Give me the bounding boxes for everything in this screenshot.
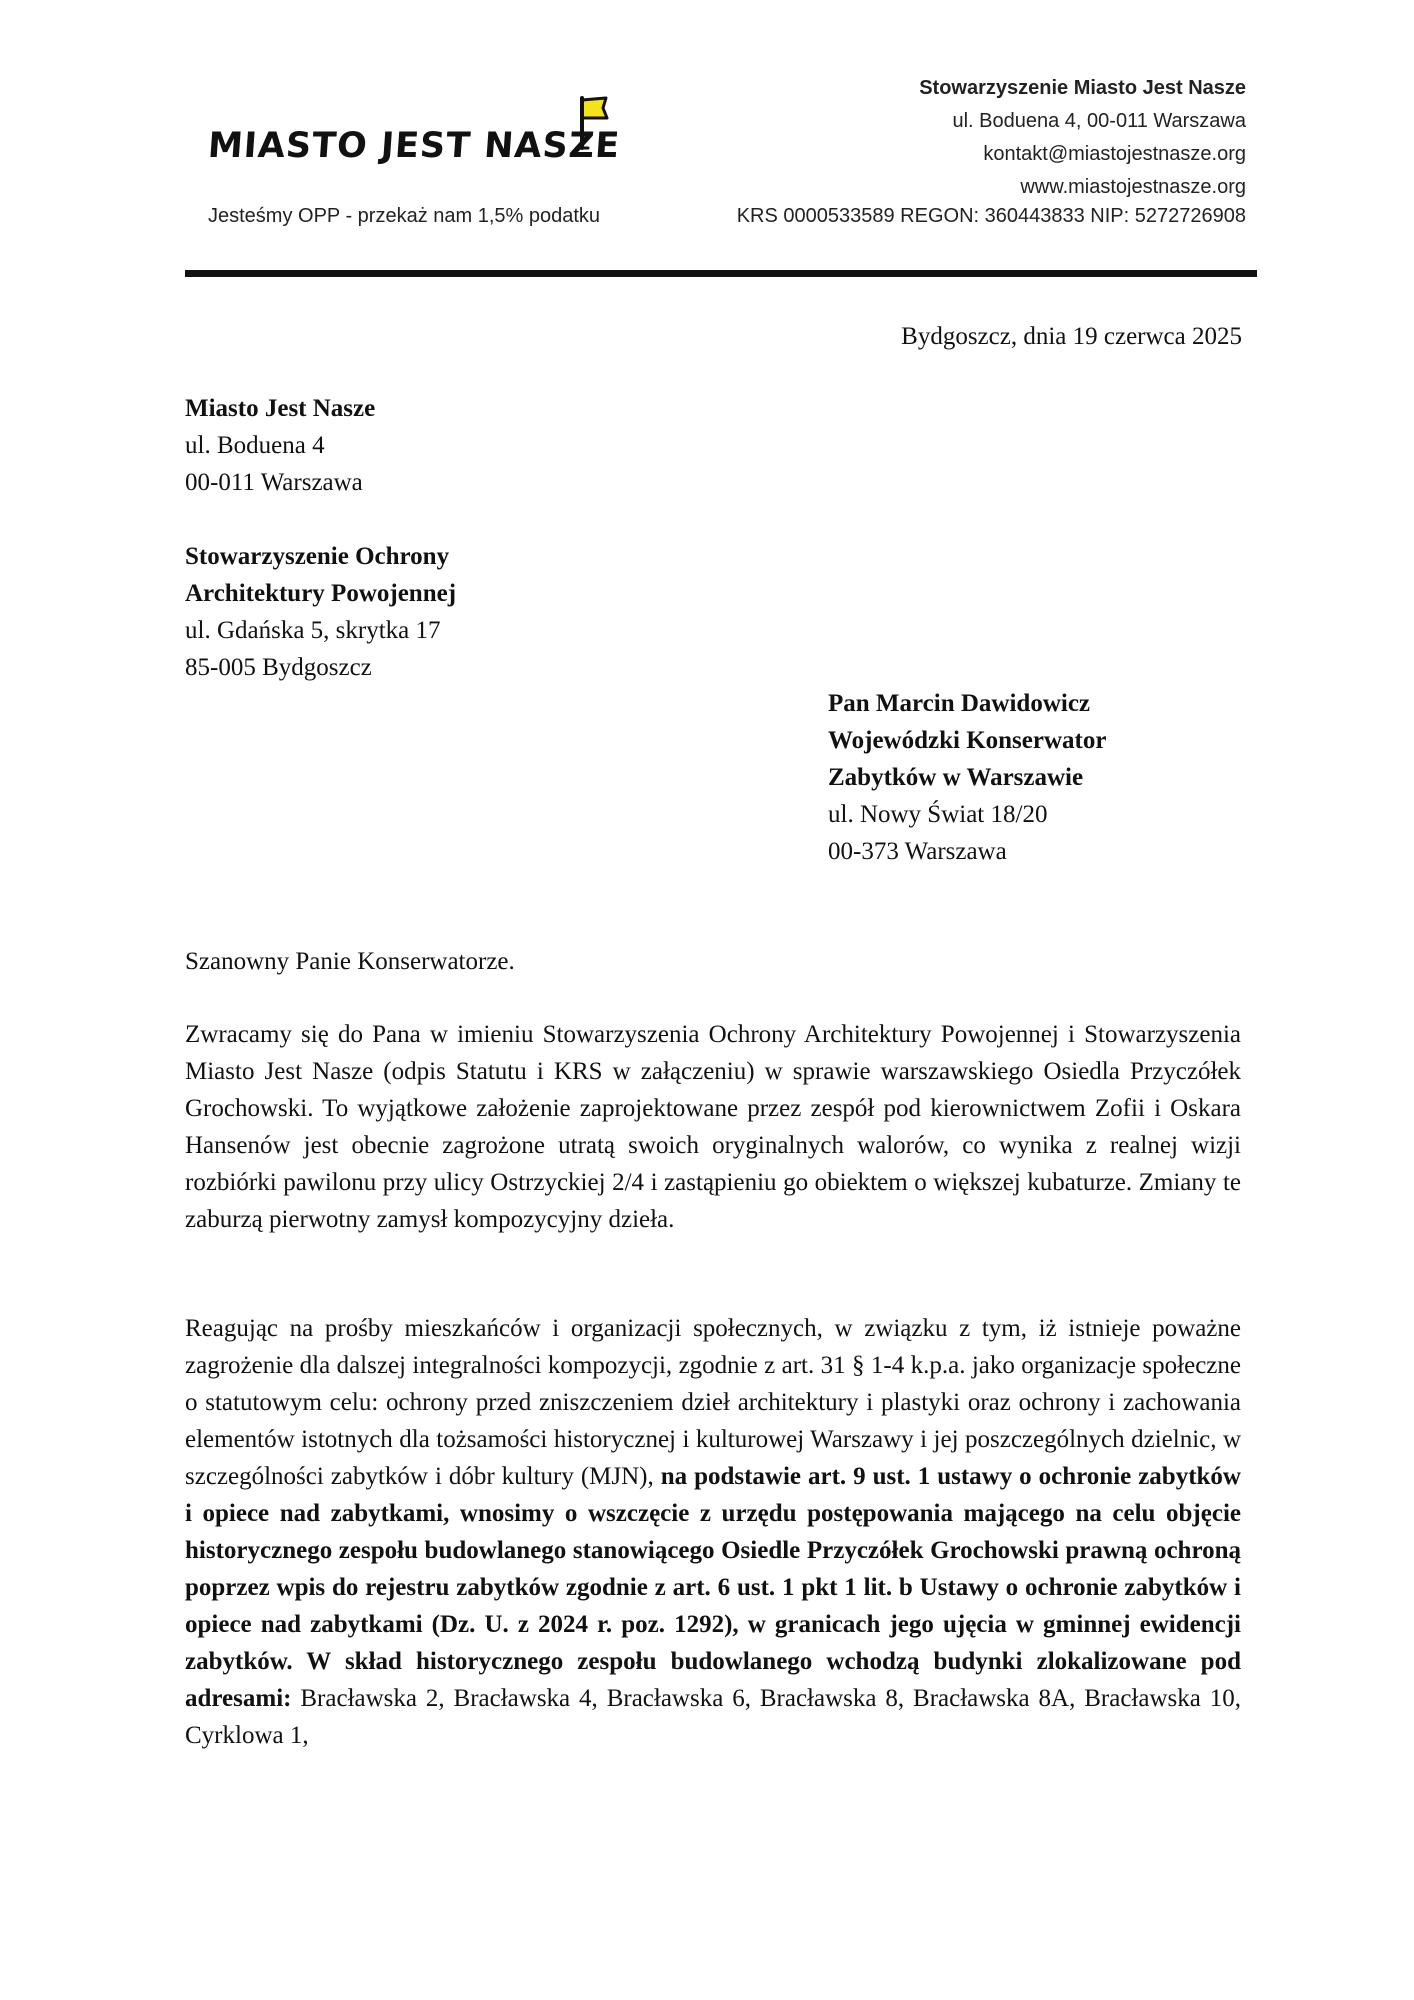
paragraph-2-bold-request: na podstawie art. 9 ust. 1 ustawy o ochronie zabytków i opiece nad zabytkami, wnosimy o wszczęcie z urzędu postępowania mającego na celu objęcie historycznego zespołu budowlanego stanowiącego Osiedle Przyczółek Grochowski prawną ochroną poprzez wpis do rejestru zabytków zgodnie z art. 6 ust. 1 pkt 1 lit. b Ustawy o ochronie zabytków i opiece nad zabytkami (Dz. U. z 2024 r. poz. 1292), w granicach jego ujęcia w gminnej ewidencji zabytków. W skład historycznego zespołu budowlanego wchodzą budynki zlokalizowane pod adresami: [185, 1463, 1241, 1712]
salutation: Szanowny Panie Konserwatorze. [185, 948, 515, 975]
logo-text: MIASTO JEST NASZE [206, 126, 622, 166]
body-paragraph-2 [185, 1310, 1241, 1754]
recipient-title-line1: Wojewódzki Konserwator [828, 727, 1107, 754]
recipient-street: ul. Nowy Świat 18/20 [828, 801, 1048, 828]
recipient-name: Pan Marcin Dawidowicz [828, 690, 1091, 717]
org-website: www.miastojestnasze.org [1020, 176, 1246, 198]
sender-street: ul. Boduena 4 [185, 432, 325, 459]
paragraph-2-address-list: Bracławska 2, Bracławska 4, Bracławska 6, Bracławska 8, Bracławska 8A, Bracławska 10, Cyrklowa 1, [185, 1685, 1241, 1749]
sender-block-soap [185, 538, 456, 686]
recipient-title-line2: Zabytków w Warszawie [828, 764, 1084, 791]
sender-name-line2: Architektury Powojennej [185, 580, 457, 607]
letter-date: Bydgoszcz, dnia 19 czerwca 2025 [901, 323, 1242, 350]
flag-icon [576, 96, 610, 166]
org-info [919, 72, 1246, 204]
sender-block-mjn [185, 390, 375, 501]
org-registry-ids: KRS 0000533589 REGON: 360443833 NIP: 5272726908 [736, 205, 1246, 227]
recipient-city: 00-373 Warszawa [828, 838, 1007, 865]
sender-name-line1: Stowarzyszenie Ochrony [185, 543, 450, 570]
org-name: Stowarzyszenie Miasto Jest Nasze [919, 77, 1246, 99]
opp-note: Jesteśmy OPP - przekaż nam 1,5% podatku [208, 205, 601, 227]
org-address: ul. Boduena 4, 00-011 Warszawa [952, 110, 1246, 132]
sender-street: ul. Gdańska 5, skrytka 17 [185, 617, 441, 644]
org-email: kontakt@miastojestnasze.org [983, 143, 1246, 165]
recipient-block [828, 685, 1106, 870]
paragraph-2-regular-text: Reagując na prośby mieszkańców i organizacji społecznych, w związku z tym, iż istnieje poważne zagrożenie dla dalszej integralności kompozycji, zgodnie z art. 31 § 1-4 k.p.a. jako organizacje społeczne o statutowym celu: ochrony przed zniszczeniem dzieł architektury i plastyki oraz ochrony i zachowania elementów istotnych dla tożsamości historycznej i kulturowej Warszawy i jej poszczególnych dzielnic, w szczególności zabytków i dóbr kultury (MJN), [185, 1315, 1241, 1490]
body-paragraph-1: Zwracamy się do Pana w imieniu Stowarzyszenia Ochrony Architektury Powojennej i Stowarzyszenia Miasto Jest Nasze (odpis Statutu i KRS w załączeniu) w sprawie warszawskiego Osiedla Przyczółek Grochowski. To wyjątkowe założenie zaprojektowane przez zespół pod kierownictwem Zofii i Oskara Hansenów jest obecnie zagrożone utratą swoich oryginalnych walorów, co wynika z realnej wizji rozbiórki pawilonu przy ulicy Ostrzyckiej 2/4 i zastąpieniu go obiektem o większej kubaturze. Zmiany te zaburzą pierwotny zamysł kompozycyjny dzieła. [185, 1021, 1241, 1233]
header-divider [185, 270, 1257, 277]
sender-name: Miasto Jest Nasze [185, 395, 376, 422]
sender-city: 00-011 Warszawa [185, 469, 363, 496]
logo [206, 96, 622, 176]
sender-city: 85-005 Bydgoszcz [185, 654, 372, 681]
